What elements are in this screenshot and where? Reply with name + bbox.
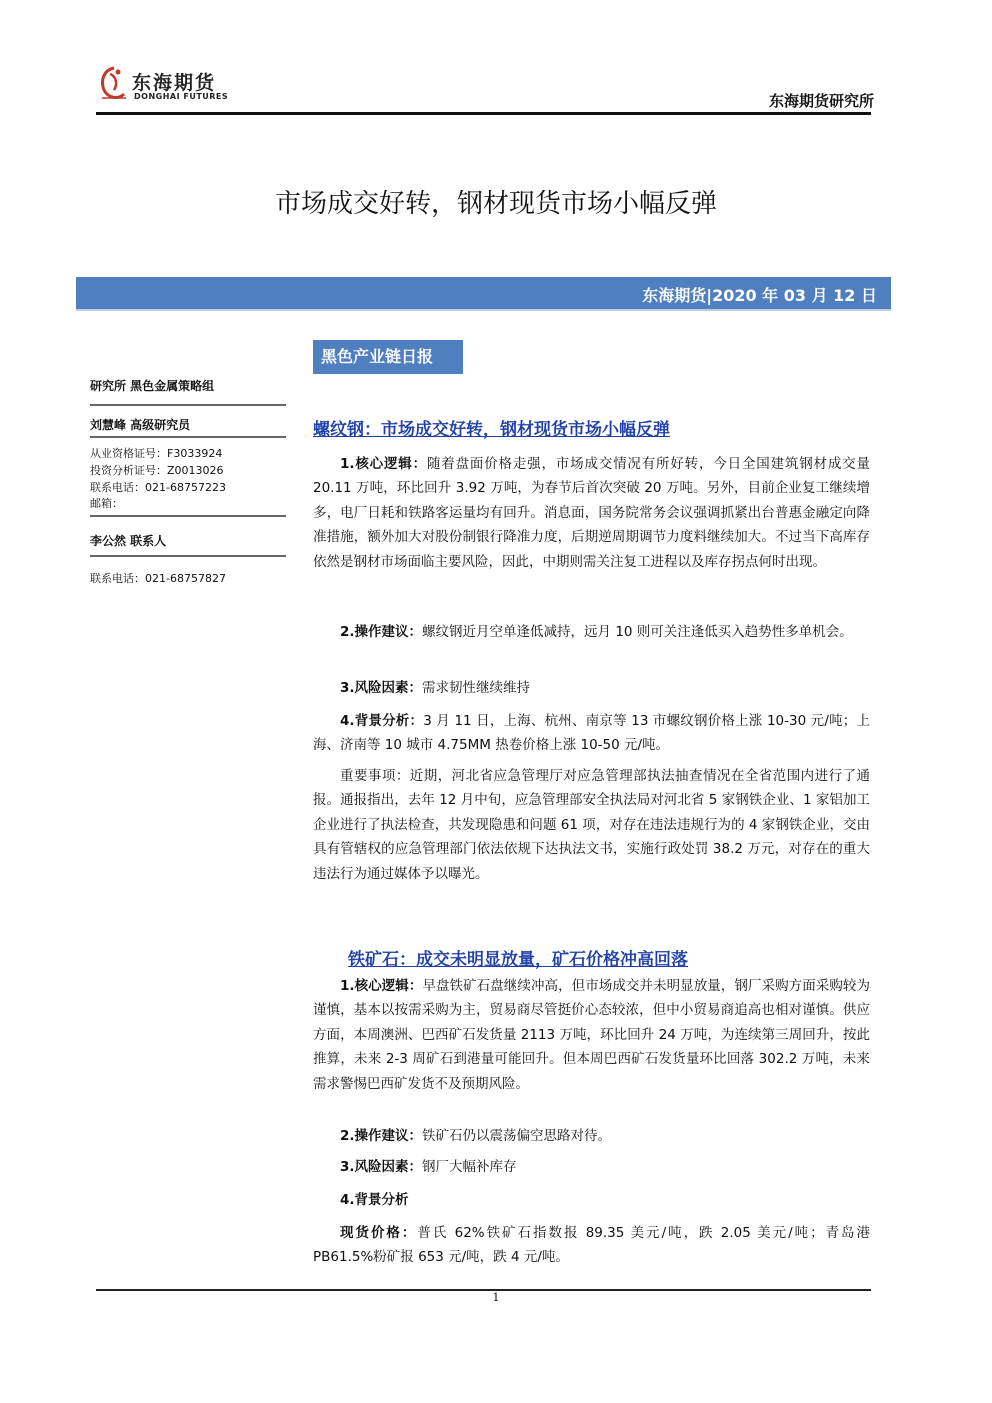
logo-mark-icon bbox=[96, 64, 132, 104]
report-category-tag: 黑色产业链日报 bbox=[313, 340, 463, 374]
label: 2.操作建议： bbox=[340, 624, 423, 640]
analyst-email: 邮箱： bbox=[90, 497, 123, 510]
label: 4.背景分析 bbox=[340, 1192, 409, 1208]
text: 普氏 62%铁矿石指数报 89.35 美元/吨，跌 2.05 美元/吨；青岛港 PB61.5%粉矿报 653 元/吨，跌 4 元/吨。 bbox=[313, 1225, 871, 1266]
label: 1.核心逻辑： bbox=[340, 456, 427, 472]
text: 钢厂大幅补库存 bbox=[422, 1159, 517, 1175]
sidebar-divider bbox=[90, 515, 286, 517]
research-dept: 研究所 黑色金属策略组 bbox=[90, 379, 215, 393]
paragraph-operation bbox=[313, 620, 870, 644]
label: 4.背景分析： bbox=[340, 713, 424, 729]
analyst-invest-cert: 投资分析证号：Z0013026 bbox=[90, 464, 224, 477]
paragraph-core-logic bbox=[313, 452, 870, 574]
analyst-phone: 联系电话：021-68757223 bbox=[90, 481, 226, 494]
analyst-qualification: 从业资格证号：F3033924 bbox=[90, 447, 223, 460]
label: 2.操作建议： bbox=[340, 1128, 423, 1144]
text: 3 月 11 日，上海、杭州、南京等 13 市螺纹钢价格上涨 10-30 元/吨；上海、济南等 10 城市 4.75MM 热卷价格上涨 10-50 元/吨。 bbox=[313, 713, 870, 754]
contact-phone: 联系电话：021-68757827 bbox=[90, 572, 226, 585]
sidebar-divider bbox=[90, 404, 286, 406]
header-institute: 东海期货研究所 bbox=[768, 92, 874, 110]
header-divider bbox=[96, 112, 871, 115]
paragraph-background bbox=[313, 1188, 870, 1212]
report-date: 东海期货|2020 年 03 月 12 日 bbox=[642, 286, 877, 305]
paragraph-important-events: 重要事项：近期，河北省应急管理厅对应急管理部执法抽查情况在全省范围内进行了通报。通报指出，去年 12 月中旬，应急管理部安全执法局对河北省 5 家钢铁企业、1 家铝加工企业进行了执法检查，共发现隐患和问题 61 项，对存在违法违规行为的 4 家钢铁企业，交由具有管辖权的应急管理部门依法依规下达执法文书，实施行政处罚 38.2 万元，对存在的重大违法行为通过媒体予以曝光。 bbox=[313, 768, 870, 882]
paragraph-spot-price bbox=[313, 1221, 870, 1270]
text: 需求韧性继续维持 bbox=[422, 680, 531, 696]
text: 铁矿石仍以震荡偏空思路对待。 bbox=[422, 1128, 612, 1144]
text: 螺纹钢近月空单逢低减持，远月 10 则可关注逢低买入趋势性多单机会。 bbox=[422, 624, 853, 640]
analyst-name-role: 刘慧峰 高级研究员 bbox=[90, 418, 191, 432]
paragraph-operation bbox=[313, 1124, 870, 1148]
paragraph-background bbox=[313, 709, 870, 758]
label: 3.风险因素： bbox=[340, 1159, 423, 1175]
paragraph-core-logic bbox=[313, 974, 870, 1096]
paragraph-risk bbox=[313, 676, 870, 700]
contact-name-role: 李公然 联系人 bbox=[90, 534, 167, 548]
text: 随着盘面价格走强，市场成交情况有所好转，今日全国建筑钢材成交量 20.11 万吨，环比回升 3.92 万吨，为春节后首次突破 20 万吨。另外，目前企业复工继续增多，电厂日耗和铁路客运量均有回升。消息面，国务院常务会议强调抓紧出台普惠金融定向降准措施，额外加大对股份制银行降准力度，后期逆周期调节力度料继续加大。不过当下高库存依然是钢材市场面临主要风险，因此，中期则需关注复工进程以及库存拐点何时出现。 bbox=[313, 456, 870, 570]
label: 现货价格： bbox=[340, 1225, 418, 1241]
label: 3.风险因素： bbox=[340, 680, 423, 696]
logo-english-text: DONGHAI FUTURES bbox=[134, 92, 229, 101]
company-logo bbox=[96, 64, 236, 108]
sidebar-divider bbox=[90, 436, 286, 438]
date-banner bbox=[76, 277, 891, 309]
sidebar-divider bbox=[90, 555, 286, 557]
logo-chinese-text: 东海期货 bbox=[132, 72, 217, 94]
label: 1.核心逻辑： bbox=[340, 978, 423, 994]
paragraph-risk bbox=[313, 1155, 870, 1179]
section-heading-iron-ore: 铁矿石：成交未明显放量，矿石价格冲高回落 bbox=[348, 950, 688, 970]
report-title: 市场成交好转，钢材现货市场小幅反弹 bbox=[274, 189, 717, 219]
section-heading-rebar: 螺纹钢：市场成交好转，钢材现货市场小幅反弹 bbox=[313, 420, 670, 440]
page-number: 1 bbox=[492, 1291, 500, 1304]
text: 早盘铁矿石盘继续冲高，但市场成交并未明显放量，钢厂采购方面采购较为谨慎，基本以按需采购为主，贸易商尽管挺价心态较浓，但中小贸易商追高也相对谨慎。供应方面，本周澳洲、巴西矿石发货量 2113 万吨，环比回升 24 万吨，为连续第三周回升，按此推算，未来 2-3 周矿石到港量可能回升。但本周巴西矿石发货量环比回落 302.2 万吨，未来需求警惕巴西矿发货不及预期风险。 bbox=[313, 978, 870, 1092]
